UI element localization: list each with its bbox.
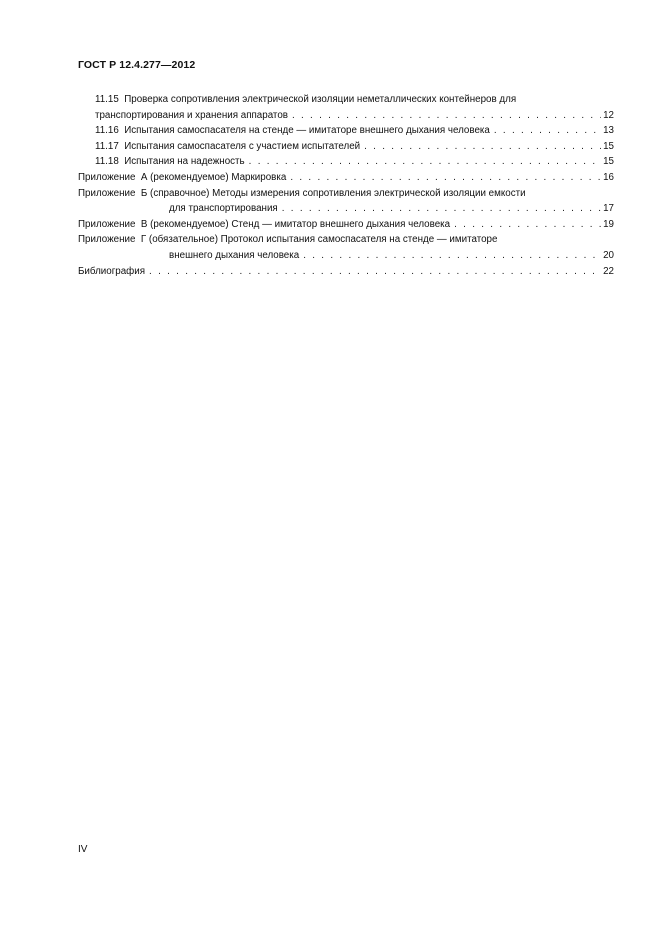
toc-page-number: 20 xyxy=(603,249,614,261)
leader-dots xyxy=(292,108,601,124)
toc-entry-text: Библиография xyxy=(78,265,146,277)
toc-entry-appendix-v[interactable] xyxy=(78,217,614,233)
toc-page-number: 12 xyxy=(603,109,614,121)
toc-page-number: 16 xyxy=(603,171,614,183)
toc-entry-11-15[interactable] xyxy=(78,92,614,121)
toc-entry-text-cont: для транспортирования xyxy=(169,203,278,215)
toc-entry-text: Приложение Г (обязательное) Протокол испытания самоспасателя на стенде — имитаторе xyxy=(78,234,498,246)
toc-page-number: 15 xyxy=(603,140,614,152)
leader-dots xyxy=(454,217,601,233)
leader-dots xyxy=(290,170,601,186)
toc-entry-appendix-g[interactable] xyxy=(78,232,614,261)
leader-dots xyxy=(494,123,601,139)
toc-page-number: 17 xyxy=(603,203,614,215)
leader-dots xyxy=(303,248,601,264)
toc-entry-appendix-b[interactable] xyxy=(78,186,614,215)
toc-entry-text: 11.16 Испытания самоспасателя на стенде — имитаторе внешнего дыхания человека xyxy=(95,125,490,137)
leader-dots xyxy=(282,201,601,217)
toc-entry-appendix-a[interactable] xyxy=(78,170,614,186)
toc-entry-text: 11.17 Испытания самоспасателя с участием испытателей xyxy=(95,140,361,152)
toc-entry-bibliography[interactable] xyxy=(78,264,614,280)
toc-entry-11-16[interactable] xyxy=(78,123,614,139)
leader-dots xyxy=(149,264,601,280)
toc-entry-text: Приложение В (рекомендуемое) Стенд — имитатор внешнего дыхания человека xyxy=(78,218,451,230)
leader-dots xyxy=(364,139,601,155)
toc-page-number: 13 xyxy=(603,125,614,137)
toc-page-number: 15 xyxy=(603,156,614,168)
page-number-footer: IV xyxy=(78,844,88,855)
toc-entry-text: Приложение А (рекомендуемое) Маркировка xyxy=(78,171,287,183)
table-of-contents xyxy=(78,92,614,279)
standard-designation: ГОСТ Р 12.4.277—2012 xyxy=(78,59,196,71)
toc-entry-text: Приложение Б (справочное) Методы измерения сопротивления электрической изоляции емкости xyxy=(78,187,526,199)
toc-entry-text-cont: внешнего дыхания человека xyxy=(169,249,300,261)
toc-entry-text: 11.18 Испытания на надежность xyxy=(95,156,245,168)
toc-entry-11-18[interactable] xyxy=(78,154,614,170)
toc-entry-11-17[interactable] xyxy=(78,139,614,155)
toc-entry-text-cont: транспортирования и хранения аппаратов xyxy=(95,109,288,121)
toc-page-number: 19 xyxy=(603,218,614,230)
leader-dots xyxy=(249,154,601,170)
toc-page-number: 22 xyxy=(603,265,614,277)
toc-entry-text: 11.15 Проверка сопротивления электрической изоляции неметаллических контейнеров для xyxy=(95,94,517,105)
